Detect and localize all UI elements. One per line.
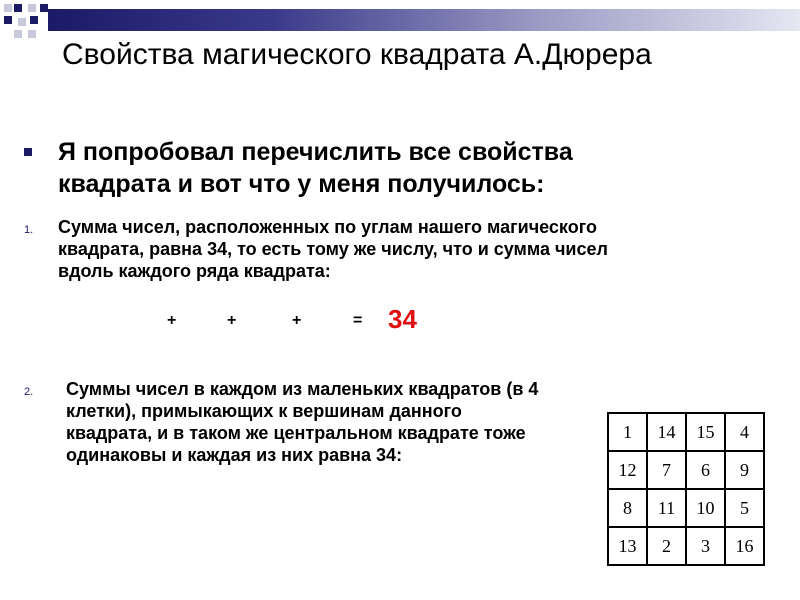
equals-sign: = (353, 312, 363, 329)
table-cell: 11 (647, 489, 686, 527)
table-cell: 10 (686, 489, 725, 527)
decor-square (14, 30, 22, 38)
decor-square (28, 4, 36, 12)
item-line: Сумма чисел, расположенных по углам нашего магического (58, 217, 597, 237)
table-cell: 2 (647, 527, 686, 565)
square-bullet-icon (24, 148, 32, 156)
item-line: квадрата, равна 34, то есть тому же числу, что и сумма чисел (58, 239, 608, 259)
header-gradient-bar (48, 9, 800, 31)
intro-text (58, 136, 778, 200)
table-row (608, 413, 764, 451)
decor-square (28, 30, 36, 38)
plus-sign: + (167, 312, 177, 329)
item-line: вдоль каждого ряда квадрата: (58, 261, 331, 281)
table-cell: 7 (647, 451, 686, 489)
list-number: 2. (24, 386, 34, 398)
slide-title: Свойства магического квадрата А.Дюрера (62, 38, 652, 71)
table-row (608, 489, 764, 527)
table-cell: 15 (686, 413, 725, 451)
decor-square (30, 16, 38, 24)
decor-square (18, 18, 26, 26)
item-line: клетки), примыкающих к вершинам данного (66, 401, 462, 421)
sum-equation (165, 304, 445, 334)
table-cell: 9 (725, 451, 764, 489)
table-row (608, 451, 764, 489)
decor-square (14, 4, 22, 12)
table-cell: 14 (647, 413, 686, 451)
item-line: квадрата, и в таком же центральном квадрате тоже (66, 423, 526, 443)
table-cell: 5 (725, 489, 764, 527)
table-cell: 13 (608, 527, 647, 565)
plus-sign: + (292, 312, 302, 329)
table-cell: 3 (686, 527, 725, 565)
table-cell: 4 (725, 413, 764, 451)
intro-line: квадрата и вот что у меня получилось: (58, 170, 545, 198)
decor-square (40, 4, 48, 12)
table-cell: 8 (608, 489, 647, 527)
table-cell: 6 (686, 451, 725, 489)
sum-result: 34 (388, 304, 417, 334)
item-line: одинаковы и каждая из них равна 34: (66, 445, 403, 465)
list-item-corners (58, 216, 758, 282)
plus-sign: + (227, 312, 237, 329)
decor-square (4, 4, 12, 12)
item-line: Суммы чисел в каждом из маленьких квадратов (в 4 (66, 379, 539, 399)
list-item-small-squares (66, 378, 596, 466)
table-cell: 1 (608, 413, 647, 451)
table-cell: 12 (608, 451, 647, 489)
table-row (608, 527, 764, 565)
list-number: 1. (24, 224, 34, 236)
decor-square (4, 16, 12, 24)
table-cell: 16 (725, 527, 764, 565)
intro-line: Я попробовал перечислить все свойства (58, 138, 573, 166)
magic-square-table (607, 412, 765, 566)
